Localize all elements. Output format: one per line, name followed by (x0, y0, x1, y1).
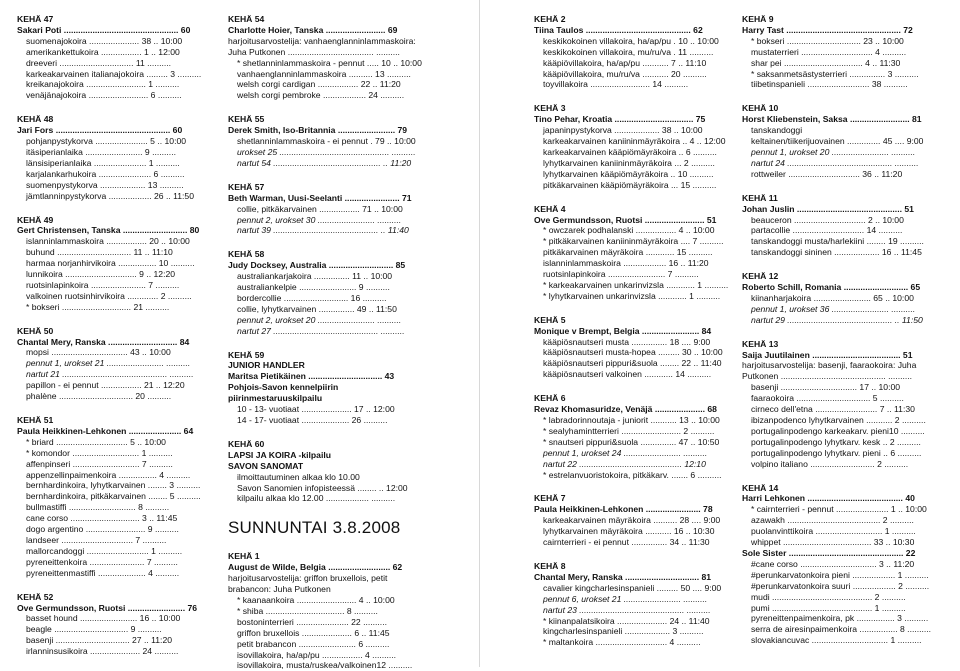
breed-entry: nartut 23 ............................................ .......... (543, 604, 711, 615)
breed-entry: japaninpystykorva ................... 38 .. 10:00 (543, 125, 703, 136)
ring-heading: KEHÄ 57 (228, 181, 265, 192)
breed-entry: buhund ............................... 11 .. 11:10 (26, 247, 173, 258)
breed-entry: * shiba ................................. 8 .......... (237, 605, 378, 616)
breed-entry: pitkäkarvainen kääpiömäyräkoira ... 15 .......... (543, 179, 717, 190)
breed-entry: kääpiösnautseri pippuri&suola ........ 22 .. 11:40 (543, 358, 722, 369)
breed-entry: ibizanpodenco lyhytkarvainen ........... 2 .......... (751, 415, 926, 425)
breed-entry: valkoinen ruotsinhirvikoira ............. 2 .......... (26, 290, 192, 301)
breed-entry: #cane corso ................................ 3 .. 11:20 (751, 558, 915, 569)
breed-entry: beauceron .............................. 2 .. 10:00 (751, 214, 904, 225)
ring-heading: KEHÄ 8 (534, 560, 566, 571)
judge-name: SAVON SANOMAT (228, 460, 304, 471)
breed-entry: collie, pitkäkarvainen ................. 71 .. 10:00 (237, 203, 403, 214)
breed-entry: 10 - 13- vuotiaat ..................... 17 .. 12:00 (237, 404, 395, 415)
breed-entry: * saksanmetsästysterrieri ............... 3 .......... (751, 68, 919, 79)
breed-entry: faaraokoira ............................... 5 .......... (751, 393, 904, 404)
ring-heading: KEHÄ 11 (742, 192, 778, 203)
judge-name: Judy Docksey, Australia ........................... 85 (228, 260, 406, 271)
ring-heading: KEHÄ 60 (228, 438, 265, 449)
breed-entry: kilpailu alkaa klo 12.00 .................. .......... (237, 493, 396, 504)
breed-entry: harjoitusarvostelija: vanhaenglanninlammaskoira: (228, 35, 416, 46)
judge-name: Horst Kliebenstein, Saksa ......................... 81 (742, 114, 922, 125)
breed-entry: kääpiösnautseri musta ............... 18 .... 9:00 (543, 336, 711, 347)
column-1 (17, 14, 222, 657)
breed-entry: nartut 54 ............................................. .. 11:20 (237, 157, 412, 168)
breed-entry: keltainen/tiikerijuovainen .............. 45 .... 9:00 (751, 136, 924, 147)
breed-entry: azawakh ....................................... 2 .......... (751, 515, 914, 526)
breed-entry: suomenpystykorva ................... 13 .......... (26, 179, 184, 190)
judge-name: Chantal Mery, Ranska ............................. 84 (17, 336, 190, 347)
breed-entry: ruotsinlapinkoira ....................... 7 .......... (26, 279, 180, 290)
breed-entry: * karkeakarvainen unkarinvizsla ............ 1 .......... (543, 279, 729, 290)
breed-entry: mallorcandoggi .......................... 1 .......... (26, 545, 183, 556)
ring-heading: KEHÄ 14 (742, 482, 779, 493)
breed-entry: Juha Putkonen .................................... .......... (228, 46, 400, 57)
judge-name: Sole Sister ................................................ 22 (742, 547, 916, 558)
breed-entry: keskikokoinen villakoira, mu/ru/va . 11 .......... (543, 46, 714, 57)
ring-heading: KEHÄ 3 (534, 103, 566, 114)
breed-entry: nartut 21 ............................................ .......... (26, 369, 194, 380)
breed-entry: appenzellinpaimenkoira ................ 4 .......... (26, 469, 191, 480)
judge-name: JUNIOR HANDLER (228, 360, 305, 371)
breed-entry: pennut 2, urokset 20 ........................ .......... (237, 314, 402, 325)
breed-entry: beagle ............................... 9 .......... (26, 624, 162, 635)
breed-entry: shar pei ................................. 4 .. 11:30 (751, 57, 901, 68)
judge-name: Derek Smith, Iso-Britannia ........................ 79 (228, 125, 408, 136)
breed-entry: karkeakarvainen mäyräkoira .......... 28 .... 9:00 (543, 515, 721, 526)
judge-name: Tiina Taulos ............................................ 62 (534, 24, 703, 35)
breed-entry: nartut 24 ............................................ .......... (751, 157, 919, 168)
breed-entry: * cairnterrieri - pennut ...................... 1 .. 10:00 (751, 504, 927, 515)
judge-name: Johan Juslin ............................................ 51 (742, 203, 914, 214)
ring-heading: KEHÄ 1 (228, 551, 260, 562)
breed-entry: pennut 1, urokset 24 ........................ .......... (543, 447, 708, 458)
breed-entry: karjalankarhukoira ...................... 6 .......... (26, 168, 185, 179)
breed-entry: urokset 25 .............................................. .......... (237, 146, 416, 157)
ring-heading: KEHÄ 59 (228, 349, 265, 360)
breed-entry: vanhaenglanninlammaskoira .......... 13 .......... (237, 68, 411, 79)
judge-name: Gert Christensen, Tanska ........................... 80 (17, 225, 200, 236)
breed-entry: collie, lyhytkarvainen ............... 49 .. 11:50 (237, 303, 397, 314)
judge-name: Pohjois-Savon kennelpiirin (228, 382, 339, 393)
breed-entry: islanninlammaskoira ................. 20 .. 10:00 (26, 236, 190, 247)
breed-entry: 14 - 17- vuotiaat .................... 26 .......... (237, 415, 388, 425)
breed-entry: pennut 1, urokset 36 ........................ .......... (751, 303, 916, 314)
breed-entry: petit brabancon ........................ 6 .......... (237, 638, 390, 649)
ring-heading: KEHÄ 10 (742, 103, 779, 114)
breed-entry: welsh corgi cardigan ................. 22 .. 11:20 (237, 79, 401, 90)
ring-heading: KEHÄ 5 (534, 314, 566, 325)
breed-entry: bernhardinkoira, pitkäkarvainen ........ 5 .......... (26, 491, 201, 502)
breed-entry: pennut 6, urokset 21 ........................ .......... (543, 593, 708, 604)
breed-entry: tanskandoggi sininen ................... 16 .. 11:45 (751, 247, 922, 258)
breed-entry: ruotsinlapinkoira ........................ 7 .......... (543, 269, 699, 280)
breed-entry: * bokseri ............................. 21 .......... (26, 301, 170, 312)
breed-entry: bullmastiffi ............................ 8 .......... (26, 502, 170, 513)
ring-heading: KEHÄ 51 (17, 415, 54, 425)
breed-entry: mudi .......................................... 2 .......... (751, 591, 906, 602)
breed-entry: * komondor ............................ 1 .......... (26, 447, 173, 458)
breed-entry: phalène ............................... 20 .......... (26, 391, 172, 402)
breed-entry: nartut 39 ............................................ .. 11:40 (237, 225, 409, 236)
breed-entry: kääpiövillakoira, mu/ru/va ........... 20 .......... (543, 68, 707, 79)
column-4 (742, 14, 947, 646)
judge-name: Chantal Mery, Ranska ............................... 81 (534, 571, 712, 582)
breed-entry: pennut 1, urokset 21 ........................ .......... (26, 358, 191, 369)
judge-name: piirinmestaruuskilpailu (228, 393, 323, 404)
ring-heading: KEHÄ 52 (17, 591, 54, 602)
breed-entry: irlanninsusikoira ..................... 24 .......... (26, 646, 179, 657)
judge-name: Sakari Poti ................................................ 60 (17, 24, 191, 35)
breed-entry: #perunkarvatonkoira pieni .................. 1 .......... (751, 569, 929, 580)
judge-name: Maritsa Pietikäinen ............................... 43 (228, 371, 395, 382)
breed-entry: * estrelanvuoristokoira, pitkäkarv. ....... 6 .......... (543, 469, 722, 480)
breed-entry: slovakiancuvac ................................ 1 .......... (751, 635, 922, 646)
ring-heading: KEHÄ 12 (742, 271, 779, 282)
breed-entry: #perunkarvatonkoira suuri .................. 2 .......... (751, 580, 930, 591)
breed-entry: portugalinpodengo karkeakarv. pieni10 .......... (751, 425, 925, 436)
breed-entry: harjoitusarvostelija: basenji, faaraokoira: Juha (742, 360, 917, 371)
breed-entry: * briard .............................. 5 .. 10:00 (26, 436, 166, 447)
breed-entry: pohjanpystykorva ...................... 5 .. 10:00 (26, 136, 187, 147)
breed-entry: tiibetinspanieli .......................... 38 .......... (751, 79, 908, 90)
judge-name: Harry Tast ................................................ 72 (742, 24, 913, 35)
breed-entry: pyreneittenpaimenkoira, pk ................ 3 .......... (751, 613, 929, 624)
breed-entry: isovillakoira, musta/ruskea/valkoinen12 .......... (237, 660, 413, 671)
breed-entry: bernhardinkoira, lyhytkarvainen ........ 3 .......... (26, 480, 201, 491)
judge-name: Saija Juutilainen ..................................... 51 (742, 349, 913, 360)
breed-entry: karkeakarvainen kääpiömäyräkoira .. 6 .......... (543, 146, 717, 157)
day-heading: SUNNUNTAI 3.8.2008 (228, 518, 401, 538)
breed-entry: Putkonen ............................................ .......... (742, 371, 913, 382)
ring-heading: KEHÄ 47 (17, 14, 54, 24)
judge-name: Monique v Brempt, Belgia ........................ 84 (534, 325, 712, 336)
breed-entry: harmaa norjanhirvikoira ................ 10 .......... (26, 258, 195, 269)
breed-entry: pennut 1, urokset 20 ........................ .......... (751, 146, 916, 157)
judge-name: LAPSI JA KOIRA -kilpailu (228, 449, 331, 460)
breed-entry: dreeveri ............................... 11 .......... (26, 57, 172, 68)
ring-heading: KEHÄ 6 (534, 393, 566, 404)
breed-entry: portugalinpodengo lyhytkarv. kesk .. 2 .......... (751, 436, 921, 447)
breed-entry: papillon - ei pennut ................. 21 .. 12:20 (26, 380, 185, 391)
breed-entry: lyhytkarvainen kaniininmäyräkoira ... 2 .......... (543, 157, 715, 168)
breed-entry: itäsiperianlaika ........................ 9 .......... (26, 146, 176, 157)
breed-entry: cairnterrieri - ei pennut ............... 34 .. 11:30 (543, 537, 710, 548)
judge-name: Revaz Khomasuridze, Venäjä ..................... 68 (534, 404, 717, 415)
judge-name: Beth Warman, Uusi-Seelanti ....................... 71 (228, 192, 412, 203)
breed-entry: kääpiösnautseri valkoinen ............ 14 .......... (543, 369, 712, 380)
breed-entry: cirneco dell'etna .......................... 7 .. 11:30 (751, 404, 915, 415)
ring-heading: KEHÄ 54 (228, 14, 265, 24)
breed-entry: lyhytkarvainen kääpiömäyräkoira .. 10 .......... (543, 168, 714, 179)
right-page (480, 0, 960, 667)
breed-entry: welsh corgi pembroke .................. 24 .......... (237, 90, 405, 101)
breed-entry: volpino italiano ........................... 2 .......... (751, 458, 909, 469)
breed-entry: affenpinseri ............................ 7 .......... (26, 458, 173, 469)
ring-heading: KEHÄ 58 (228, 249, 265, 260)
judge-name: Ove Germundsson, Ruotsi ........................ 76 (17, 602, 198, 613)
breed-entry: * maltankoira .............................. 4 .......... (543, 637, 701, 648)
ring-heading: KEHÄ 4 (534, 203, 566, 214)
breed-entry: * sealyhamintterrieri ......................... 2 .......... (543, 425, 715, 436)
breed-entry: karkeakarvainen italianajokoira ......... 3 .......... (26, 68, 202, 79)
breed-entry: tanskandoggi (751, 125, 803, 136)
breed-entry: pitkäkarvainen mäyräkoira ............ 15 .......... (543, 247, 713, 258)
breed-entry: rottweiler .............................. 36 .. 11:20 (751, 168, 903, 179)
judge-name: Paula Heikkinen-Lehkonen ...................... 64 (17, 425, 194, 436)
judge-name: Tino Pehar, Kroatia ................................. 75 (534, 114, 706, 125)
ring-heading: KEHÄ 7 (534, 493, 566, 504)
breed-entry: lyhytkarvainen mäyräkoira ........... 16 .. 10:30 (543, 526, 715, 537)
breed-entry: islanninlammaskoira .................. 16 .. 11:20 (543, 258, 709, 269)
breed-entry: länsisiperianlaika ...................... 1 .......... (26, 157, 180, 168)
breed-entry: nartut 29 ............................................ .. 11:50 (751, 314, 923, 325)
breed-entry: kingcharlesinspanieli ................... 3 .......... (543, 626, 704, 637)
breed-entry: nartut 27 ............................................ .......... (237, 325, 405, 336)
breed-entry: keskikokoinen villakoira, ha/ap/pu . 10 .. 10:00 (543, 35, 719, 46)
breed-entry: * owczarek podhalanski ................. 4 .. 10:00 (543, 225, 715, 236)
breed-entry: amerikankettukoira ................. 1 .. 12:00 (26, 46, 180, 57)
ring-heading: KEHÄ 9 (742, 14, 774, 24)
breed-entry: griffon bruxellois ..................... 6 .. 11:45 (237, 627, 390, 638)
breed-entry: * labradorinnoutaja - juniorit ........... 13 .. 10:00 (543, 415, 720, 425)
breed-entry: pyreneittenkoira ....................... 7 .......... (26, 556, 178, 567)
judge-name: Jari Fors ................................................ 60 (17, 125, 183, 136)
breed-entry: * kaanaankoira ......................... 4 .. 10:00 (237, 594, 395, 605)
breed-entry: * snautseri pippuri&suola ............... 47 .. 10:50 (543, 436, 720, 447)
breed-entry: kääpiösnautseri musta-hopea ......... 30 .. 10:00 (543, 347, 723, 358)
breed-entry: basenji ............................... 27 .. 11:20 (26, 635, 173, 646)
ring-heading: KEHÄ 2 (534, 14, 566, 24)
breed-entry: venäjänajokoira ......................... 6 .......... (26, 90, 182, 101)
judge-name: Paula Heikkinen-Lehkonen ....................... 78 (534, 504, 713, 515)
ring-heading: KEHÄ 55 (228, 114, 265, 125)
breed-entry: tanskandoggi musta/harlekiini ........ 19 .......... (751, 236, 924, 247)
breed-entry: * pitkäkarvainen kaniininmäyräkoira .... 7 .......... (543, 236, 724, 247)
breed-entry: * kiinanpalatsikoira ..................... 24 .. 11:40 (543, 615, 710, 626)
ring-heading: KEHÄ 48 (17, 114, 54, 125)
judge-name: Ove Germundsson, Ruotsi ......................... 51 (534, 214, 717, 225)
judge-name: Harri Lehkonen ........................................ 40 (742, 493, 915, 504)
breed-entry: mustaterrieri .............................. 4 .......... (751, 46, 907, 57)
breed-entry: cane corso ............................. 3 .. 11:45 (26, 513, 178, 524)
breed-entry: nartut 22 ........................................... 12:10 (543, 458, 706, 469)
breed-entry: pennut 2, urokset 30 ........................ .......... (237, 214, 402, 225)
breed-entry: jämtlanninpystykorva .................. 26 .. 11:50 (26, 190, 194, 201)
breed-entry: kääpiövillakoira, ha/ap/pu ........... 7 .. 11:10 (543, 57, 707, 68)
breed-entry: isovillakoira, ha/ap/pu ................. 4 .......... (237, 649, 397, 660)
ring-heading: KEHÄ 49 (17, 214, 54, 225)
breed-entry: brabancon: Juha Putkonen (228, 584, 331, 595)
breed-entry: harjoitusarvostelija: griffon bruxellois, petit (228, 573, 388, 584)
breed-entry: portugalinpodengo lyhytkarv. pieni .. 6 .......... (751, 447, 922, 458)
breed-entry: serra de airesinpaimenkoira ................ 8 .......... (751, 624, 932, 635)
breed-entry: partacollie .............................. 14 .......... (751, 225, 903, 236)
breed-entry: shetlanninlammaskoira - ei pennut . 79 .. 10:00 (237, 136, 416, 147)
breed-entry: pumi .......................................... 1 .......... (751, 602, 906, 613)
breed-entry: toyvillakoira ......................... 14 .......... (543, 79, 689, 90)
breed-entry: cavalier kingcharlesinspanieli ......... 50 .... 9:00 (543, 582, 722, 593)
breed-entry: * lyhytkarvainen unkarinvizsla ............ 1 .......... (543, 290, 721, 301)
breed-entry: ilmoittautuminen alkaa klo 10.00 (237, 471, 360, 482)
judge-name: Roberto Schill, Romania ........................... 65 (742, 282, 921, 293)
ring-heading: KEHÄ 13 (742, 338, 779, 349)
breed-entry: bordercollie ........................... 16 .......... (237, 292, 387, 303)
breed-entry: Savon Sanomien infopisteessä ........ .. 12:00 (237, 482, 408, 493)
ring-heading: KEHÄ 50 (17, 325, 54, 336)
column-3 (534, 14, 739, 648)
breed-entry: dogo argentino ......................... 9 .......... (26, 524, 179, 535)
judge-name: August de Wilde, Belgia .......................... 62 (228, 562, 403, 573)
column-2 (228, 14, 433, 671)
breed-entry: * shetlanninlammaskoira - pennut ..... 10 .. 10:00 (237, 57, 422, 68)
breed-entry: kreikanajokoira ......................... 1 .......... (26, 79, 180, 90)
breed-entry: basset hound ........................ 16 .. 10:00 (26, 613, 181, 624)
breed-entry: mopsi ................................ 43 .. 10:00 (26, 347, 171, 358)
breed-entry: bostoninterrieri ...................... 22 .......... (237, 616, 387, 627)
breed-entry: basenji ................................ 17 .. 10:00 (751, 382, 901, 393)
breed-entry: puolanvinttikoira ............................ 1 .......... (751, 526, 916, 537)
breed-entry: whippet ..................................... 33 .. 10:30 (751, 537, 915, 548)
breed-entry: kiinanharjakoira ........................ 65 .. 10:00 (751, 292, 914, 303)
breed-entry: australiankelpie ........................ 9 .......... (237, 282, 390, 293)
breed-entry: suomenajokoira ..................... 38 .. 10:00 (26, 35, 183, 46)
breed-entry: pyreneittenmastiffi .................... 4 .......... (26, 567, 180, 578)
breed-entry: * bokseri ............................... 23 .. 10:00 (751, 35, 904, 46)
breed-entry: australiankarjakoira ............... 11 .. 10:00 (237, 271, 393, 282)
breed-entry: lunnikoira .............................. 9 .. 12:20 (26, 269, 176, 280)
breed-entry: karkeakarvainen kaniininmäyräkoira .. 4 .. 12:00 (543, 136, 726, 147)
judge-name: Charlotte Hoier, Tanska ......................... 69 (228, 24, 398, 35)
breed-entry: landseer .............................. 7 .......... (26, 534, 167, 545)
